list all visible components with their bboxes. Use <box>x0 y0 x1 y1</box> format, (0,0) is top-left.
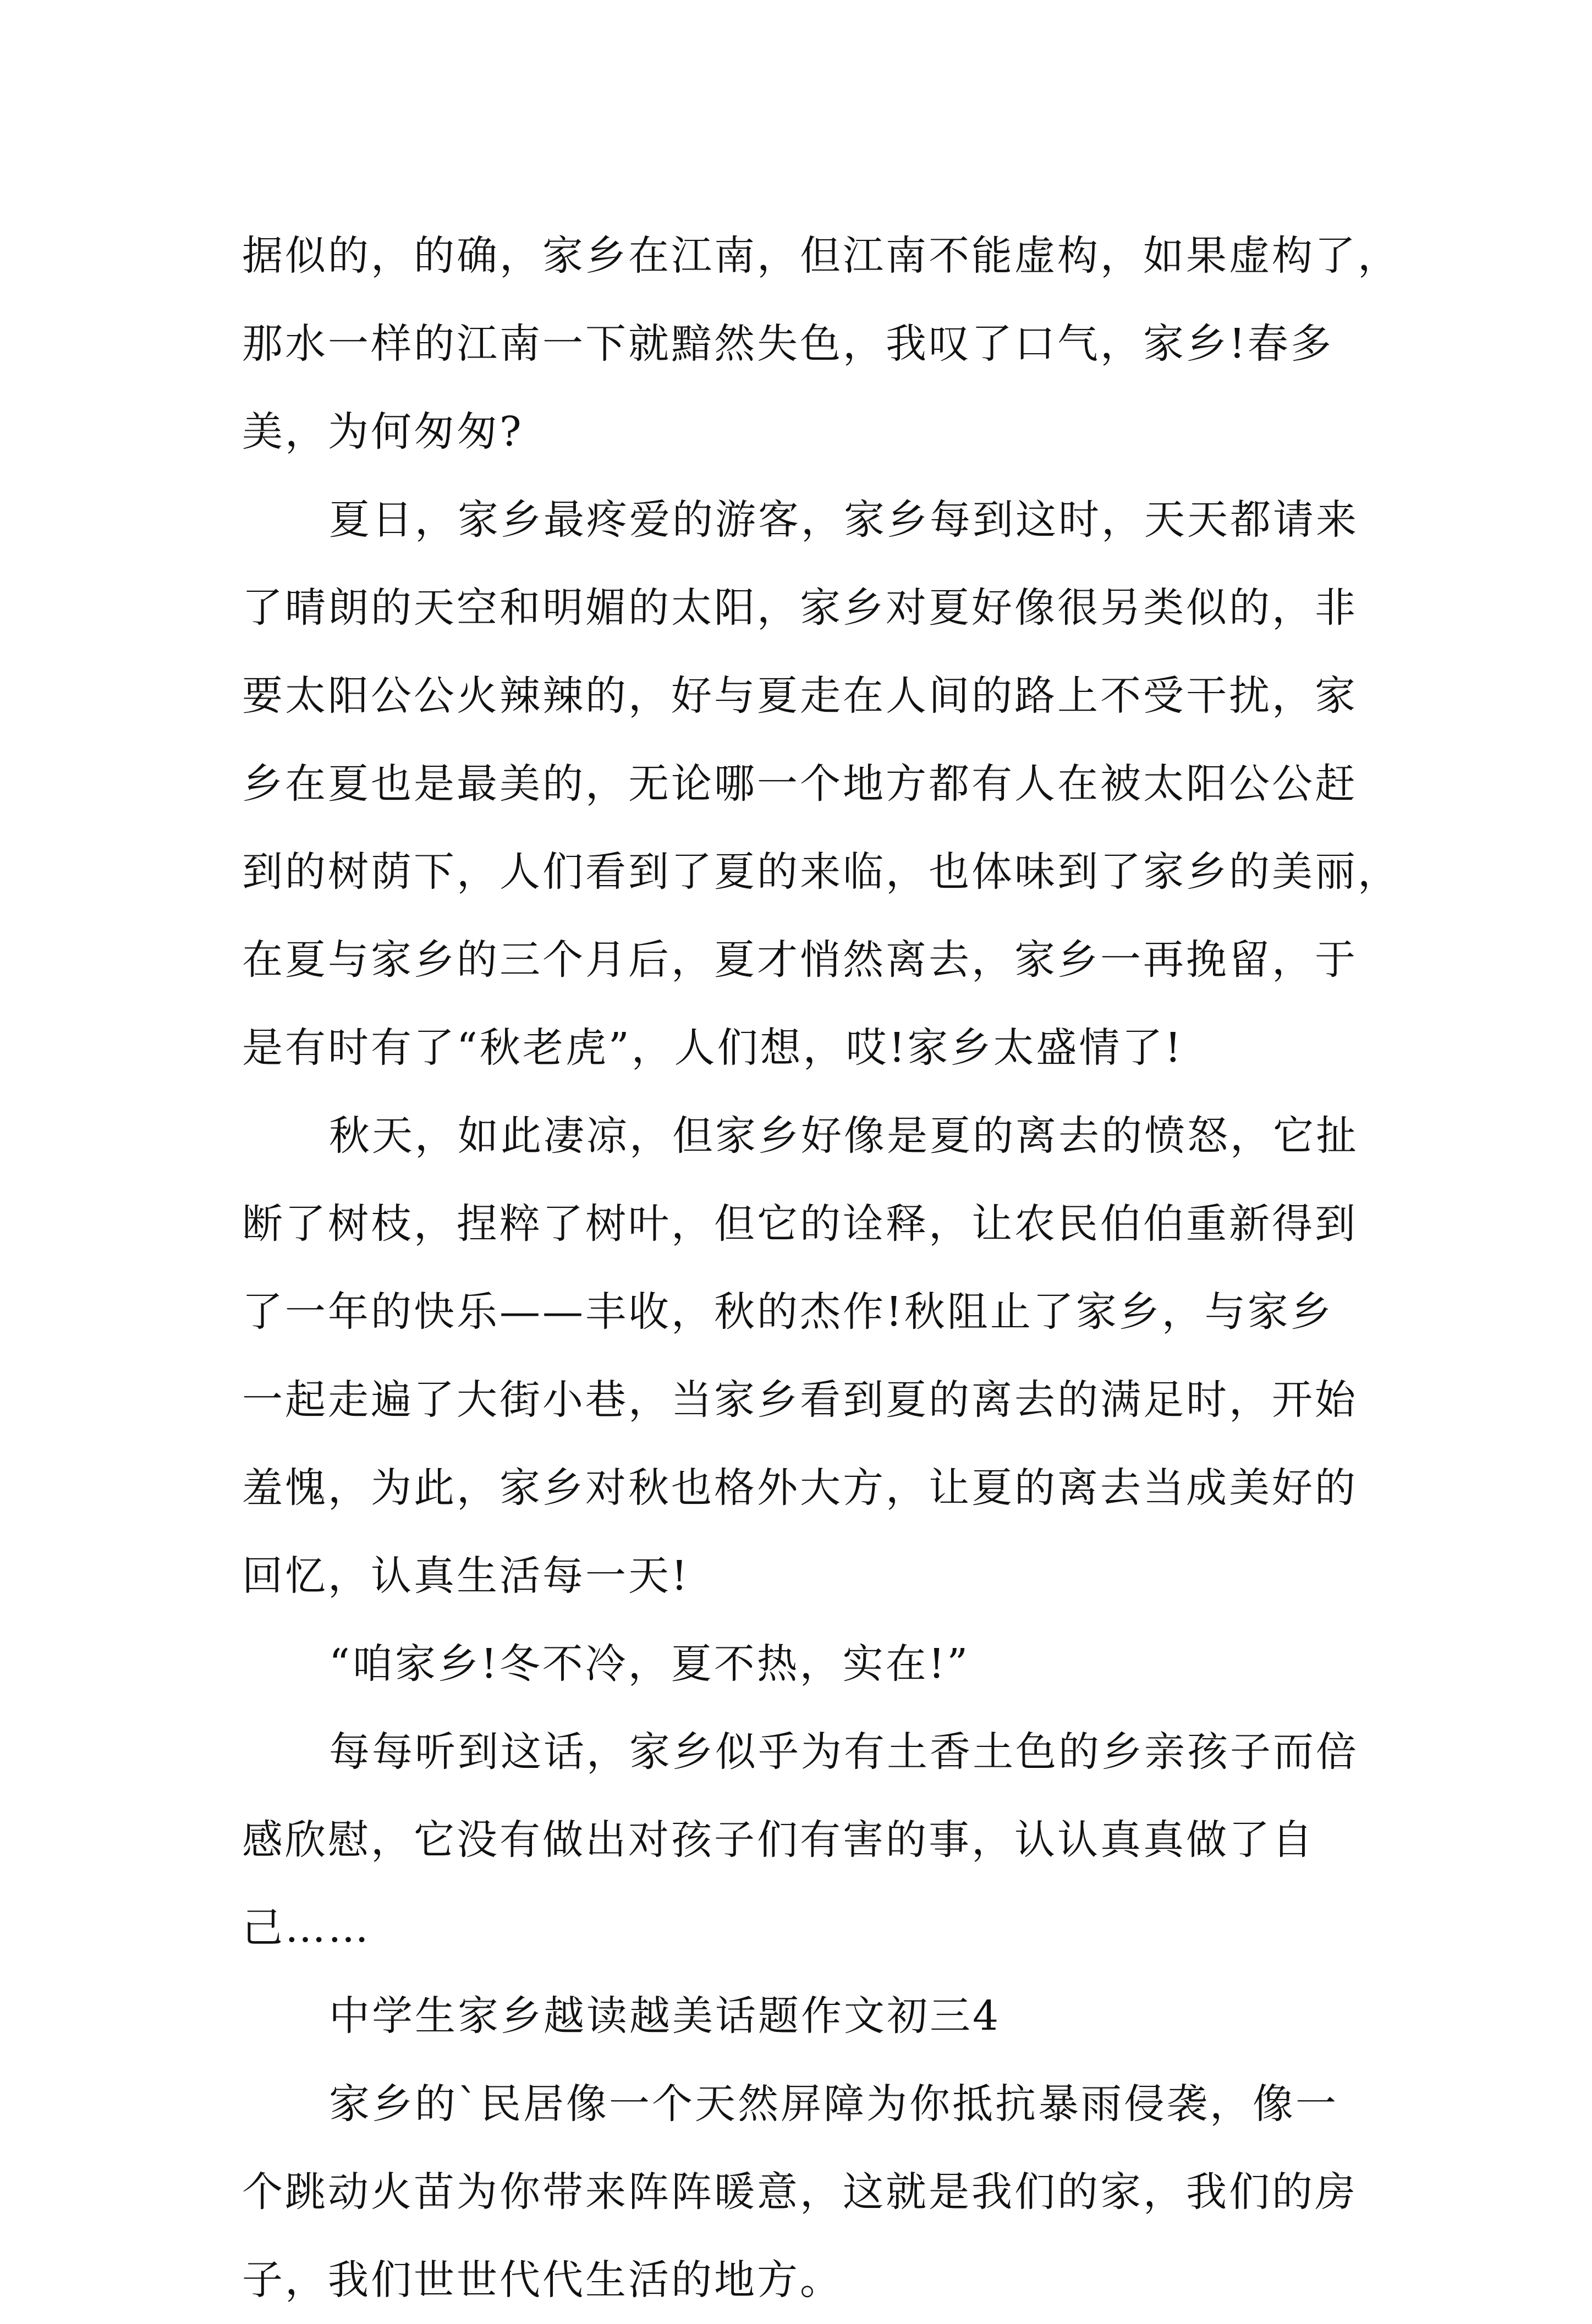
quote-line: “咱家乡!冬不冷，夏不热，实在!” <box>329 1640 970 1688</box>
text-line: 子，我们世世代代生活的地方。 <box>242 2256 843 2304</box>
paragraph-start-line: 每每听到这话，家乡似乎为有土香土色的乡亲孩子而倍 <box>329 1728 1359 1776</box>
text-line: 感欣慰，它没有做出对孩子们有害的事，认认真真做了自 <box>242 1816 1315 1864</box>
paragraph-start-line: 夏日，家乡最疼爱的游客，家乡每到这时，天天都请来 <box>329 496 1359 543</box>
paragraph-start-line: 家乡的`民居像一个天然屏障为你抵抗暴雨侵袭，像一 <box>329 2080 1338 2128</box>
text-line: 那水一样的江南一下就黯然失色，我叹了口气，家乡!春多 <box>242 320 1333 367</box>
text-line: 在夏与家乡的三个月后，夏才悄然离去，家乡一再挽留，于 <box>242 936 1358 984</box>
text-line: 乡在夏也是最美的，无论哪一个地方都有人在被太阳公公赶 <box>242 760 1358 807</box>
text-line: 回忆，认真生活每一天! <box>242 1552 690 1600</box>
text-line: 了一年的快乐——丰收，秋的杰作!秋阻止了家乡，与家乡 <box>242 1288 1333 1336</box>
paragraph-start-line: 秋天，如此凄凉，但家乡好像是夏的离去的愤怒，它扯 <box>329 1112 1359 1160</box>
text-line: 是有时有了“秋老虎”，人们想，哎!家乡太盛情了! <box>242 1024 1184 1072</box>
text-line: 己…… <box>242 1904 371 1952</box>
text-line: 美，为何匆匆? <box>242 408 524 455</box>
text-line: 一起走遍了大街小巷，当家乡看到夏的离去的满足时，开始 <box>242 1376 1358 1424</box>
text-line: 羞愧，为此，家乡对秋也格外大方，让夏的离去当成美好的 <box>242 1464 1358 1512</box>
section-heading: 中学生家乡越读越美话题作文初三4 <box>329 1992 1001 2040</box>
text-line: 据似的，的确，家乡在江南，但江南不能虚构，如果虚构了， <box>242 232 1401 279</box>
text-line: 断了树枝，捏粹了树叶，但它的诠释，让农民伯伯重新得到 <box>242 1200 1358 1248</box>
text-line: 个跳动火苗为你带来阵阵暖意，这就是我们的家，我们的房 <box>242 2168 1358 2216</box>
text-line: 了晴朗的天空和明媚的太阳，家乡对夏好像很另类似的，非 <box>242 584 1358 631</box>
body-text <box>242 212 1401 2324</box>
text-line: 到的树荫下，人们看到了夏的来临，也体味到了家乡的美丽， <box>242 848 1401 895</box>
text-line: 要太阳公公火辣辣的，好与夏走在人间的路上不受干扰，家 <box>242 672 1358 719</box>
